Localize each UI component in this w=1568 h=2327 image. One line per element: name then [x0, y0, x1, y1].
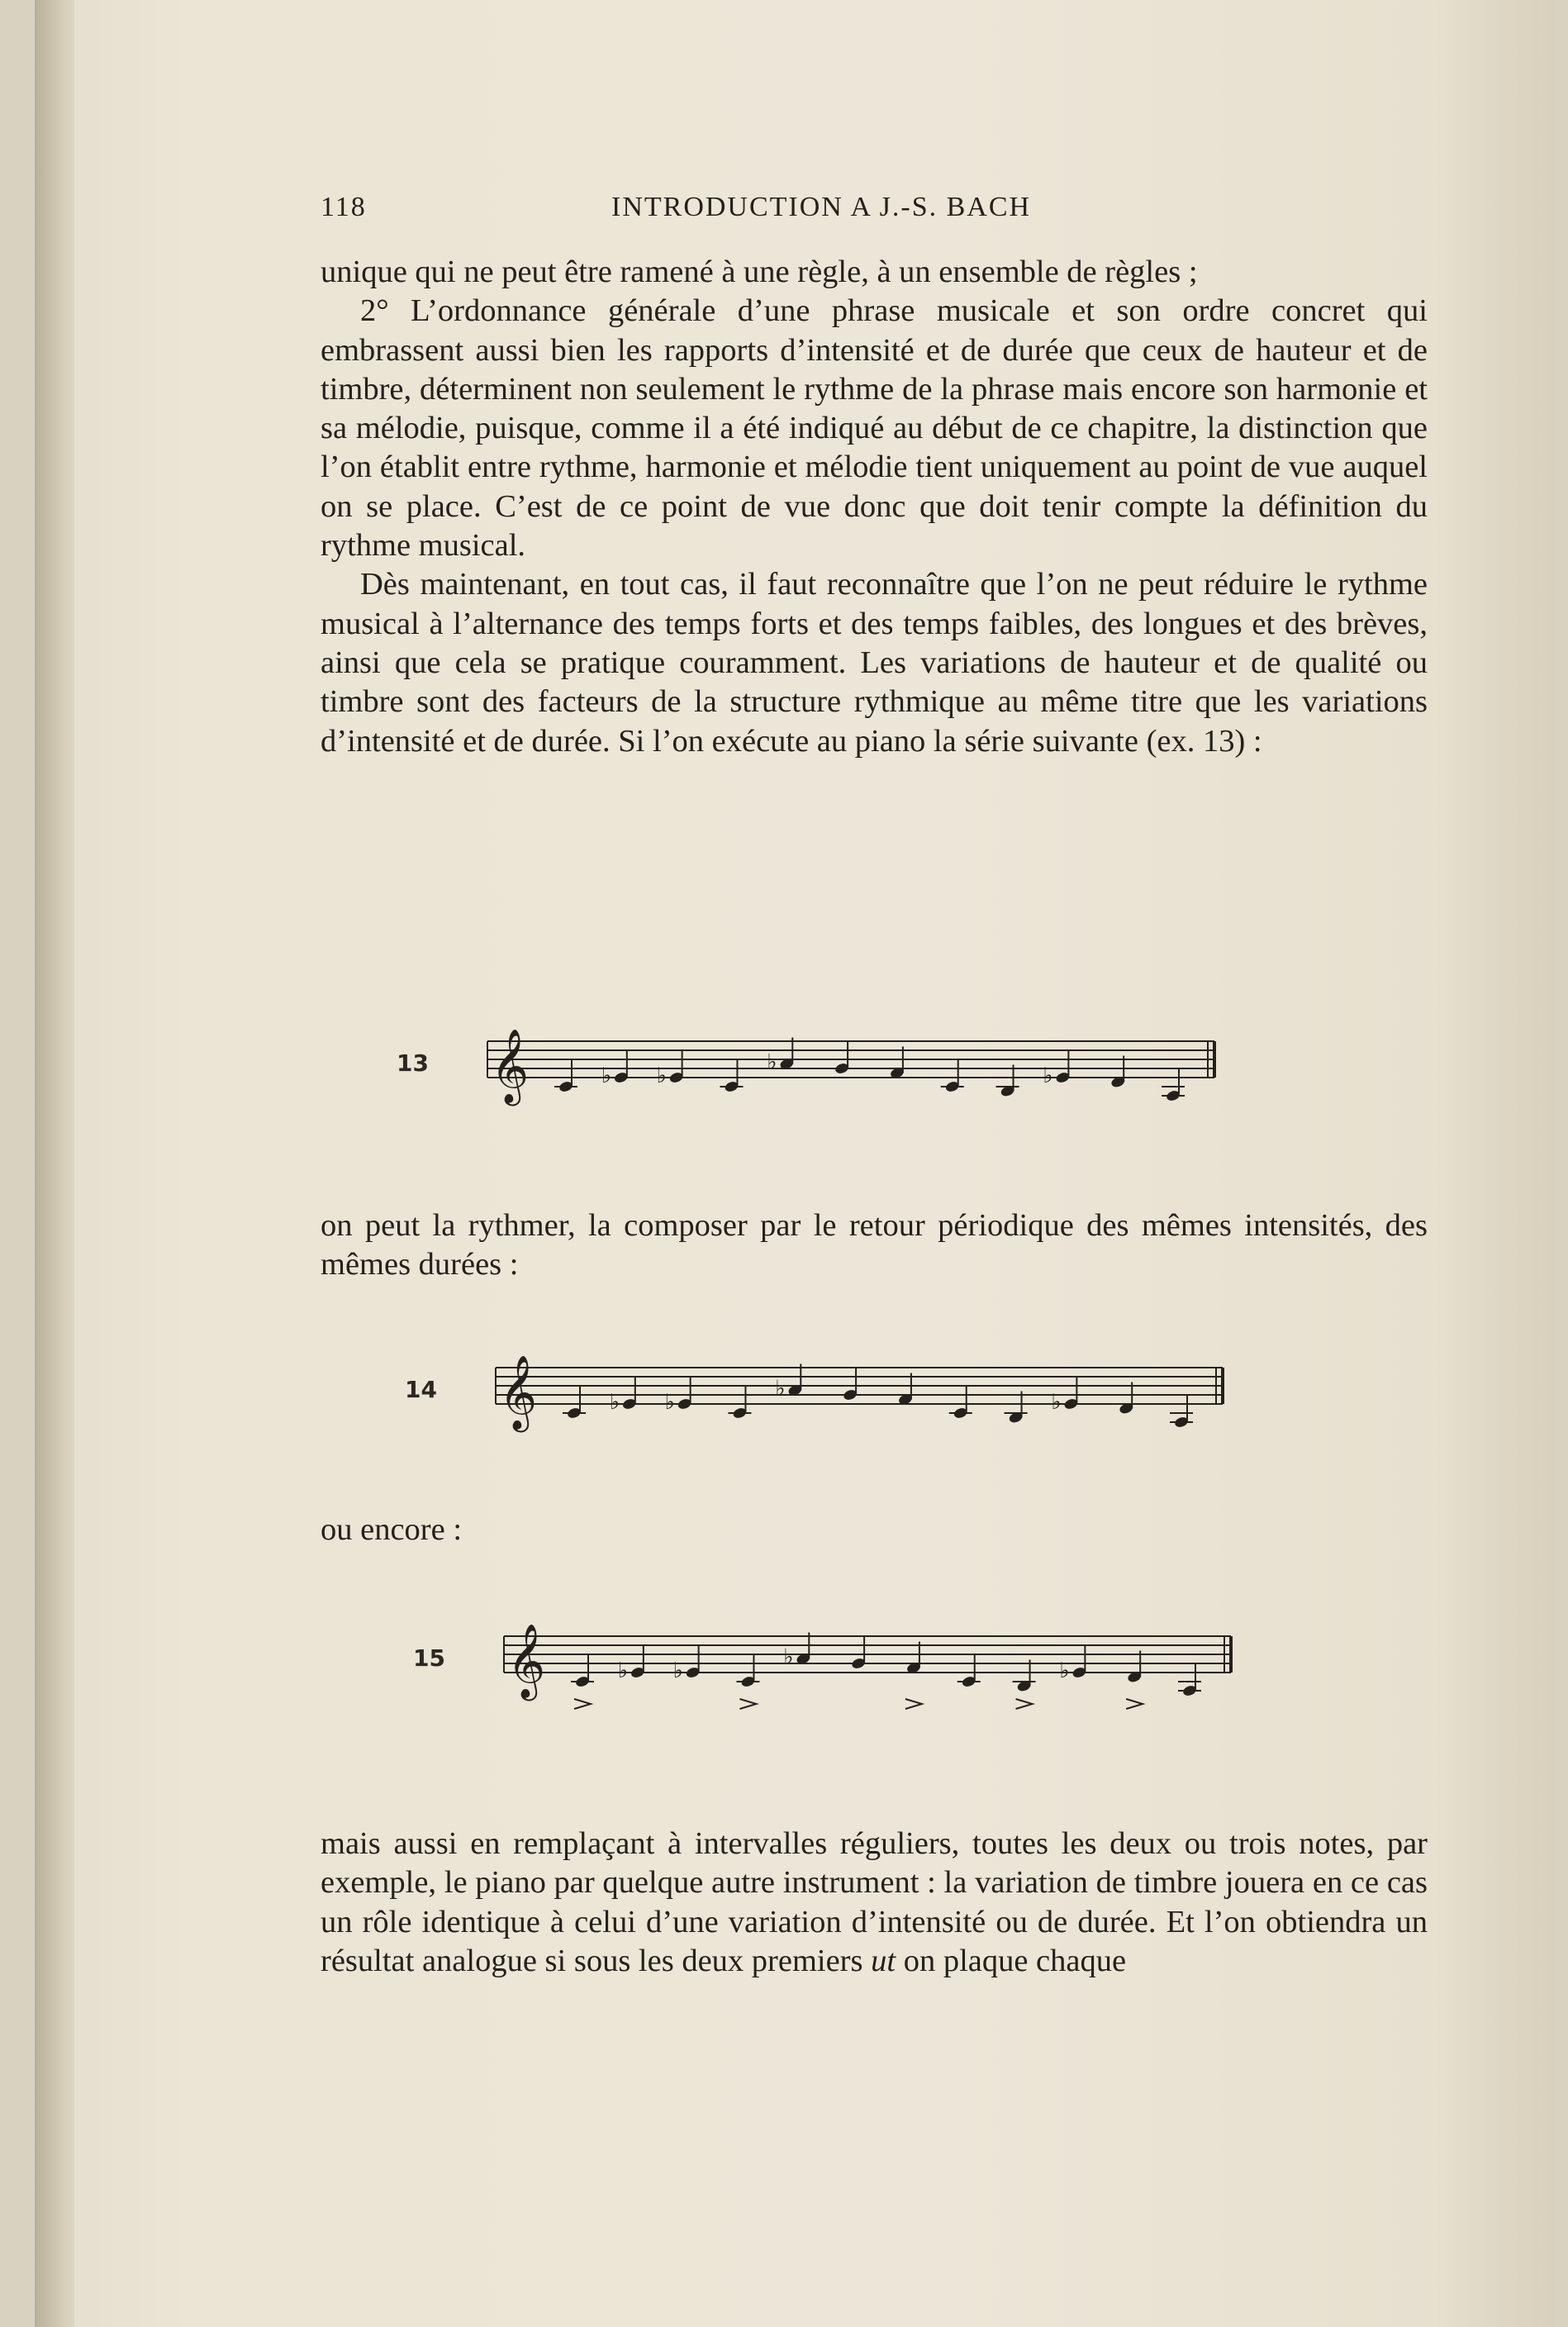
note [1005, 1392, 1028, 1425]
note [1013, 1660, 1036, 1710]
page-gutter-edge [35, 0, 74, 2327]
treble-clef-icon: 𝄞 [499, 1355, 538, 1430]
note [610, 1378, 637, 1415]
accent-mark [1016, 1699, 1033, 1709]
note [957, 1655, 981, 1688]
flat-sign: ♭ [767, 1049, 777, 1075]
accent-mark [1126, 1699, 1143, 1709]
music-staff [397, 1611, 1256, 1760]
italic-note-name: ut [871, 1943, 896, 1978]
paragraph-6-text-a: mais aussi en remplaçant à intervalles réguliers, toutes les deux ou trois notes, par exemple, le piano par quelque autre instrument : la variation de timbre jouera en ce cas un rôle identique à celui d’une variation d’intensité ou de durée. Et l’on obtiendra un résultat analogue si sous les deux premiers [321, 1826, 1428, 1978]
music-staff [380, 1016, 1239, 1140]
note [601, 1051, 629, 1088]
text-block-2 [321, 1206, 1428, 1285]
example-number: 14 [405, 1376, 437, 1403]
note [898, 1373, 914, 1406]
accent-mark [574, 1699, 591, 1709]
music-example-13 [380, 1016, 1239, 1140]
note [563, 1387, 586, 1420]
note [1051, 1378, 1078, 1415]
note [728, 1387, 751, 1420]
paragraph-6 [321, 1825, 1428, 1981]
note [905, 1642, 922, 1710]
flat-sign: ♭ [1059, 1658, 1070, 1683]
accent-mark [905, 1699, 922, 1709]
flat-sign: ♭ [656, 1064, 667, 1088]
flat-sign: ♭ [1043, 1064, 1053, 1088]
flat-sign: ♭ [672, 1658, 683, 1683]
flat-sign: ♭ [783, 1644, 794, 1670]
note [657, 1051, 684, 1088]
note [1162, 1069, 1185, 1102]
paragraph-6-text-b: on plaque chaque [896, 1943, 1127, 1978]
note [720, 1060, 743, 1093]
note [1059, 1646, 1086, 1683]
note [851, 1637, 867, 1670]
paragraph-5: ou encore : [321, 1512, 463, 1547]
music-example-15 [397, 1611, 1256, 1760]
note [1178, 1664, 1201, 1697]
music-staff [388, 1343, 1247, 1467]
note [996, 1065, 1019, 1098]
note [1126, 1651, 1143, 1710]
note [1110, 1056, 1126, 1089]
treble-clef-icon: 𝄞 [491, 1029, 530, 1103]
note [1170, 1396, 1193, 1429]
paragraph-1: unique qui ne peut être ramené à une règle, à un ensemble de règles ; [321, 255, 1198, 289]
example-number: 13 [397, 1049, 429, 1077]
flat-sign: ♭ [775, 1376, 786, 1401]
paragraph-3: Dès maintenant, en tout cas, il faut reconnaître que l’on ne peut réduire le rythme musical à l’alternance des temps forts et des temps faibles, des longues et des brèves, ainsi que cela se pratique couramment. Les variations de hauteur et de qualité ou timbre sont des facteurs de la structure rythmique au même titre que les variations d’intensité et de durée. Si l’on exécute au piano la série suivante (ex. 13) : [321, 567, 1428, 759]
flat-sign: ♭ [617, 1658, 629, 1683]
flat-sign: ♭ [609, 1390, 620, 1415]
running-head [321, 192, 1428, 233]
note [554, 1060, 577, 1093]
note [941, 1060, 964, 1093]
flat-sign: ♭ [1051, 1390, 1062, 1415]
note [618, 1646, 645, 1683]
note [665, 1378, 692, 1415]
example-number: 15 [413, 1644, 445, 1672]
text-block-1 [321, 253, 1428, 761]
note [834, 1042, 850, 1075]
paragraph-4: on peut la rythmer, la composer par le retour périodique des mêmes intensités, des mêmes durées : [321, 1208, 1428, 1282]
text-block-3 [321, 1511, 1428, 1549]
flat-sign: ♭ [664, 1390, 675, 1415]
page-number: 118 [321, 192, 367, 222]
text-block-4 [321, 1825, 1428, 1981]
treble-clef-icon: 𝄞 [507, 1624, 546, 1698]
accent-mark [739, 1699, 756, 1709]
note [673, 1646, 701, 1683]
note [1119, 1382, 1134, 1416]
paragraph-2: 2° L’ordonnance générale d’une phrase musicale et son ordre concret qui embrassent aussi bien les rapports d’intensité et de durée que ceux de hauteur et de timbre, déterminent non seulement le rythme de la phrase mais encore son harmonie et sa mélodie, puisque, comme il a été indiqué au début de ce chapitre, la distinction que l’on établit entre rythme, harmonie et mélodie tient uniquement au point de vue auquel on se place. C’est de ce point de vue donc que doit tenir compte la définition du rythme musical. [321, 293, 1428, 564]
note [1043, 1051, 1070, 1088]
running-title: INTRODUCTION A J.-S. BACH [611, 192, 1032, 222]
note [949, 1387, 972, 1420]
note [843, 1368, 858, 1401]
flat-sign: ♭ [601, 1064, 612, 1088]
note [890, 1047, 905, 1080]
music-example-14 [388, 1343, 1247, 1467]
